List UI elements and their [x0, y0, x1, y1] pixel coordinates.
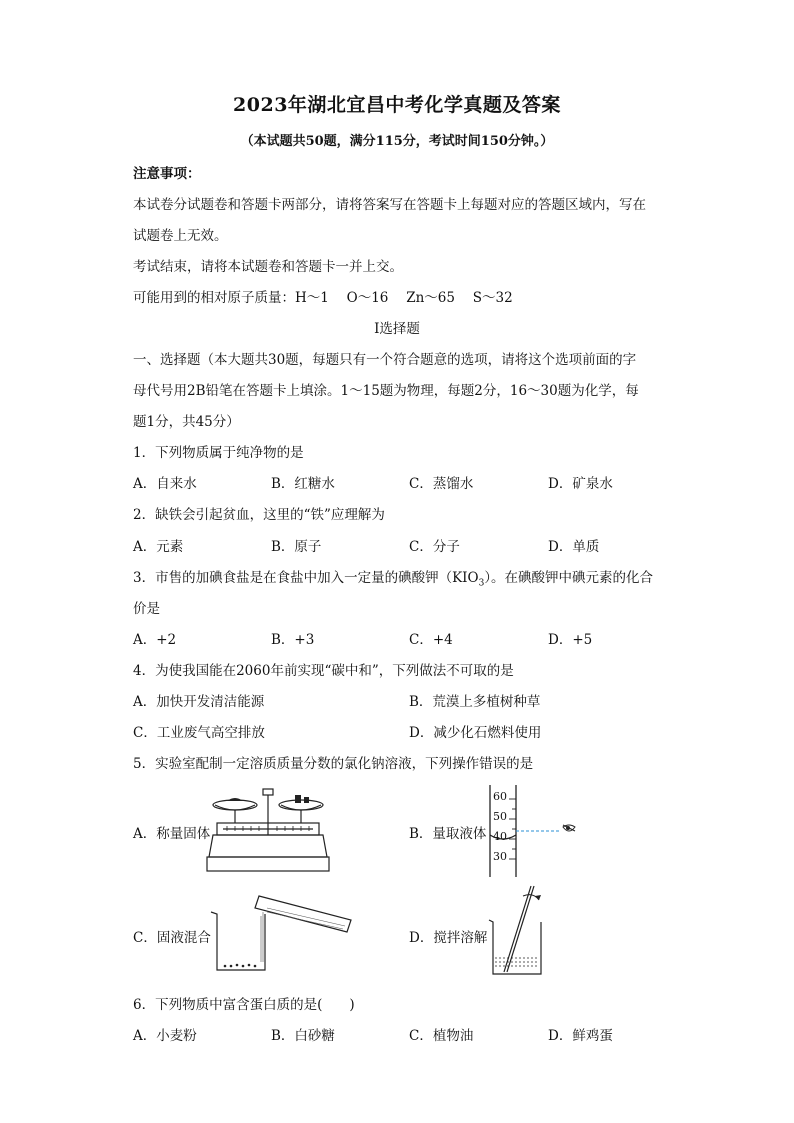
question-3-stem: [133, 566, 653, 589]
question-1-option-a: A．自来水: [133, 476, 197, 492]
notice-line-1a: 本试卷分试题卷和答题卡两部分，请将答案写在答题卡上每题对应的答题区域内，写在: [133, 197, 646, 213]
question-4-stem: 4．为使我国能在2060年前实现“碳中和”，下列做法不可取的是: [133, 663, 514, 679]
question-2-stem: 2．缺铁会引起贫血，这里的“铁”应理解为: [133, 507, 385, 523]
question-3-stem-part-b: ）。在碘酸钾中碘元素的化合: [484, 570, 654, 586]
question-6-option-d: D．鲜鸡蛋: [548, 1028, 613, 1044]
question-4-option-a: A．加快开发清洁能源: [133, 694, 265, 710]
question-4-option-d: D．减少化石燃料使用: [409, 725, 542, 741]
question-3-subscript: 3: [478, 578, 485, 589]
atomic-mass-line: 可能用到的相对原子质量：H～1 O～16 Zn～65 S～32: [133, 290, 513, 306]
question-1-option-b: B．红糖水: [271, 476, 335, 492]
question-3-option-a: A．+2: [133, 632, 177, 648]
question-2-option-a: A．元素: [133, 539, 184, 555]
question-6-stem: 6．下列物质中富含蛋白质的是( ): [133, 997, 355, 1013]
question-6-option-a: A．小麦粉: [133, 1028, 197, 1044]
cylinder-tick-50: 50: [493, 810, 507, 823]
section-heading: Ⅰ选择题: [374, 321, 420, 337]
question-4-option-b: B．荒漠上多植树种草: [409, 694, 541, 710]
question-5-option-c: C．固液混合: [133, 930, 211, 946]
notice-line-2: 考试结束，请将本试题卷和答题卡一并上交。: [133, 259, 403, 275]
question-5-option-b: B．量取液体: [409, 826, 487, 842]
cylinder-tick-60: 60: [493, 790, 507, 803]
question-1-stem: 1．下列物质属于纯净物的是: [133, 445, 304, 461]
question-5-option-a: A．称量固体: [133, 826, 211, 842]
question-3-stem-part-c: 价是: [133, 601, 160, 617]
question-5-option-d: D．搅拌溶解: [409, 930, 488, 946]
pouring-beaker-icon: [207, 892, 355, 974]
notice-line-1b: 试题卷上无效。: [133, 228, 228, 244]
question-6-option-c: C．植物油: [409, 1028, 474, 1044]
instructions-line-a: 一、选择题（本大题共30题，每题只有一个符合题意的选项，请将这个选项前面的字: [133, 352, 637, 368]
question-1-option-d: D．矿泉水: [548, 476, 613, 492]
page-title: 2023年湖北宜昌中考化学真题及答案: [233, 94, 561, 116]
question-2-option-c: C．分子: [409, 539, 460, 555]
question-2-option-d: D．单质: [548, 539, 600, 555]
cylinder-tick-30: 30: [493, 850, 507, 863]
question-4-option-c: C．工业废气高空排放: [133, 725, 265, 741]
question-3-option-b: B．+3: [271, 632, 315, 648]
instructions-line-c: 题1分，共45分）: [133, 414, 240, 430]
question-1-option-c: C．蒸馏水: [409, 476, 474, 492]
question-3-stem-part-a: 3．市售的加碘食盐是在食盐中加入一定量的碘酸钾（KIO: [133, 570, 479, 586]
question-5-stem: 5．实验室配制一定溶质质量分数的氯化钠溶液，下列操作错误的是: [133, 756, 534, 772]
question-6-option-b: B．白砂糖: [271, 1028, 335, 1044]
stirring-beaker-icon: [485, 884, 551, 976]
question-3-option-c: C．+4: [409, 632, 453, 648]
notice-heading: 注意事项：: [133, 166, 201, 182]
cylinder-tick-40: 40: [493, 830, 507, 843]
balance-scale-icon: [205, 785, 330, 877]
page-subtitle: （本试题共50题，满分115分，考试时间150分钟。）: [240, 134, 554, 149]
question-3-option-d: D．+5: [548, 632, 593, 648]
instructions-line-b: 母代号用2B铅笔在答题卡上填涂。1～15题为物理，每题2分，16～30题为化学，每: [133, 383, 639, 399]
question-2-option-b: B．原子: [271, 539, 322, 555]
